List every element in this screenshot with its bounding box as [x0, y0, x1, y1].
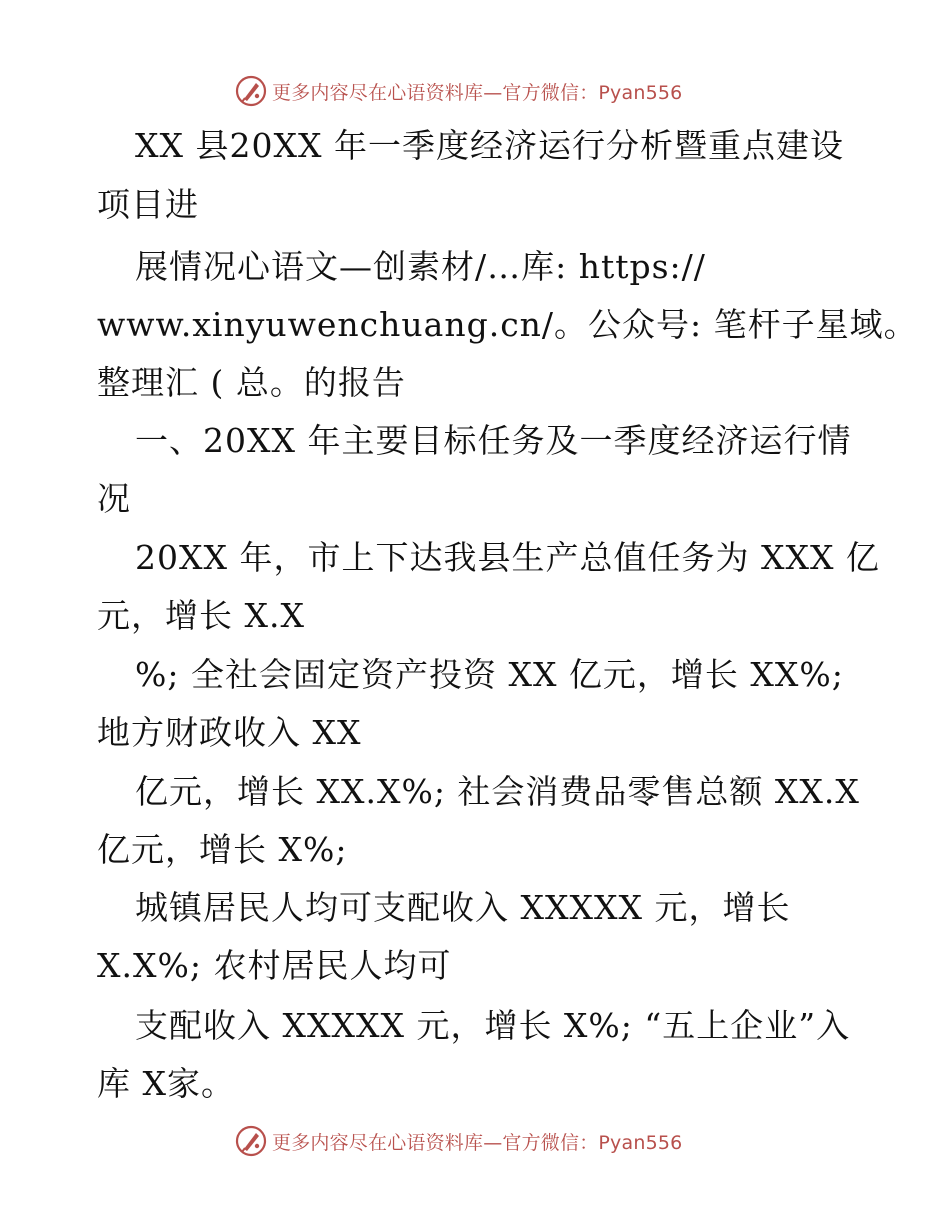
doc-title-line-3: 展情况心语文—创素材/…库: https://: [135, 247, 706, 286]
paragraph-line: 支配收入 XXXXX 元，增长 X%; “五上企业”入: [135, 1006, 851, 1045]
paragraph-line: 地方财政收入 XX: [97, 713, 362, 752]
paragraph-line: 库 X家。: [97, 1064, 235, 1103]
paragraph-line: 亿元，增长 XX.X%; 社会消费品零售总额 XX.X: [135, 772, 860, 811]
section-heading-line-2: 况: [97, 479, 131, 518]
paragraph-line: 城镇居民人均可支配收入 XXXXX 元，增长: [135, 888, 791, 927]
section-heading-line-1: 一、20XX 年主要目标任务及一季度经济运行情: [135, 421, 852, 460]
doc-title-line-1: XX 县20XX 年一季度经济运行分析暨重点建设: [135, 126, 844, 165]
doc-title-line-4: www.xinyuwenchuang.cn/。公众号: 笔杆子星域。: [97, 305, 918, 344]
watermark-text: 更多内容尽在心语资料库—官方微信：Pyan556: [272, 81, 683, 104]
doc-title-line-5: 整理汇 ( 总。的报告: [97, 363, 406, 402]
paragraph-line: 亿元，增长 X%;: [97, 830, 348, 869]
paragraph-line: X.X%; 农村居民人均可: [97, 946, 452, 985]
watermark-footer: [234, 1122, 682, 1160]
paragraph-line: 元，增长 X.X: [97, 596, 305, 635]
doc-title-line-2: 项目进: [97, 185, 199, 224]
paragraph-line: 20XX 年，市上下达我县生产总值任务为 XXX 亿: [135, 538, 880, 577]
watermark-text: 更多内容尽在心语资料库—官方微信：Pyan556: [272, 1131, 683, 1154]
paragraph-line: %; 全社会固定资产投资 XX 亿元，增长 XX%;: [135, 655, 844, 694]
quill-pen-circle-icon: [234, 1124, 268, 1158]
